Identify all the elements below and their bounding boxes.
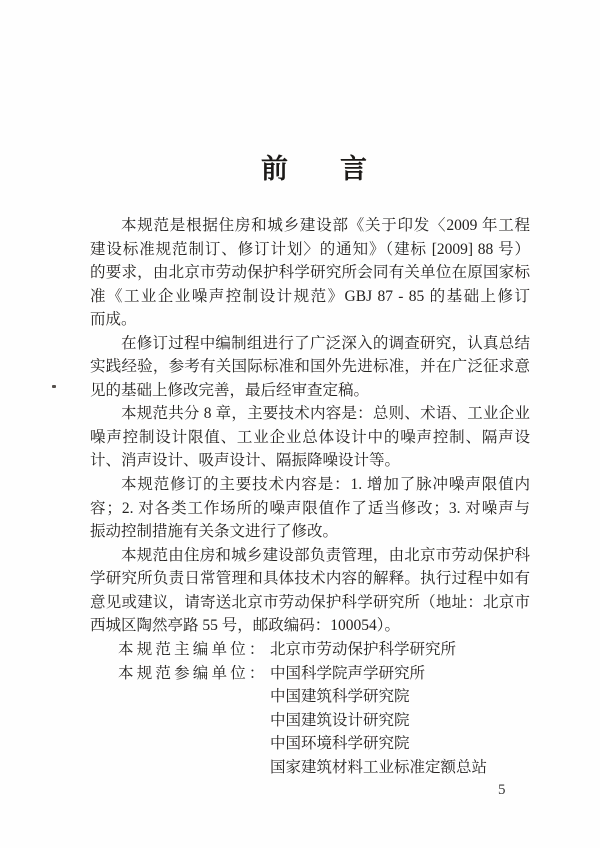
participating-editor-value: 中国建筑设计研究院 [270, 711, 410, 729]
body-line: 而成。 [90, 311, 137, 329]
participating-editor-label: 本规范参编单位： [118, 664, 268, 682]
participating-editor-row [90, 662, 560, 686]
body-line: 的要求，由北京市劳动保护科学研究所会同有关单位在原国家标 [90, 264, 530, 282]
participating-editor-row [90, 732, 560, 756]
body-line: 噪声控制设计限值、工业企业总体设计中的噪声控制、隔声设 [90, 428, 530, 446]
participating-editor-value: 中国科学院声学研究所 [270, 664, 426, 682]
body-line: 学研究所负责日常管理和具体技术内容的解释。执行过程中如有 [90, 570, 530, 588]
body-line: 本规范修订的主要技术内容是：1. 增加了脉冲噪声限值内 [121, 476, 530, 494]
body-line: 计、消声设计、吸声设计、隔振降噪设计等。 [90, 452, 401, 470]
chief-editor-row [90, 638, 560, 662]
foreword-body [90, 214, 530, 638]
participating-editor-label [90, 709, 270, 733]
participating-editor-value: 国家建筑材料工业标准定额总站 [270, 758, 488, 776]
participating-editor-label [90, 685, 270, 709]
body-line: 意见或建议，请寄送北京市劳动保护科学研究所（地址：北京市 [90, 593, 530, 611]
body-line: 容；2. 对各类工作场所的噪声限值作了适当修改；3. 对噪声与 [90, 499, 530, 517]
body-line: 在修订过程中编制组进行了广泛深入的调查研究，认真总结 [121, 334, 530, 352]
participating-editor-row [90, 756, 560, 780]
participating-editor-value: 中国建筑科学研究院 [270, 688, 410, 706]
page-number: 5 [498, 782, 506, 798]
body-line: 本规范是根据住房和城乡建设部《关于印发〈2009 年工程 [121, 217, 530, 234]
body-line: 建设标准规范制订、修订计划〉的通知》（建标 [2009] 88 号） [90, 240, 530, 258]
body-line: 本规范共分 8 章，主要技术内容是：总则、术语、工业企业 [121, 405, 530, 423]
participating-editor-row [90, 685, 560, 709]
page-title-char-left: 前 [261, 154, 288, 184]
participating-editor-row [90, 709, 560, 733]
editing-units-list [90, 638, 560, 779]
body-line: 实践经验，参考有关国际标准和国外先进标准，并在广泛征求意 [90, 358, 530, 376]
body-line: 见的基础上修改完善，最后经审查定稿。 [90, 381, 370, 399]
participating-editor-label [90, 732, 270, 756]
chief-editor-label: 本规范主编单位： [118, 641, 268, 658]
page-title-char-right: 言 [340, 154, 367, 184]
chief-editor-value: 北京市劳动保护科学研究所 [270, 641, 457, 658]
participating-editor-value: 中国环境科学研究院 [270, 735, 410, 753]
page-title [0, 154, 600, 184]
body-line: 本规范由住房和城乡建设部负责管理，由北京市劳动保护科 [121, 546, 530, 564]
body-line: 准《工业企业噪声控制设计规范》GBJ 87 - 85 的基础上修订 [90, 287, 530, 305]
body-line: 西城区陶然亭路 55 号，邮政编码：100054）。 [90, 617, 401, 635]
body-line: 振动控制措施有关条文进行了修改。 [90, 523, 339, 541]
participating-editor-label [90, 756, 270, 780]
scan-speck-artifact [52, 385, 56, 388]
